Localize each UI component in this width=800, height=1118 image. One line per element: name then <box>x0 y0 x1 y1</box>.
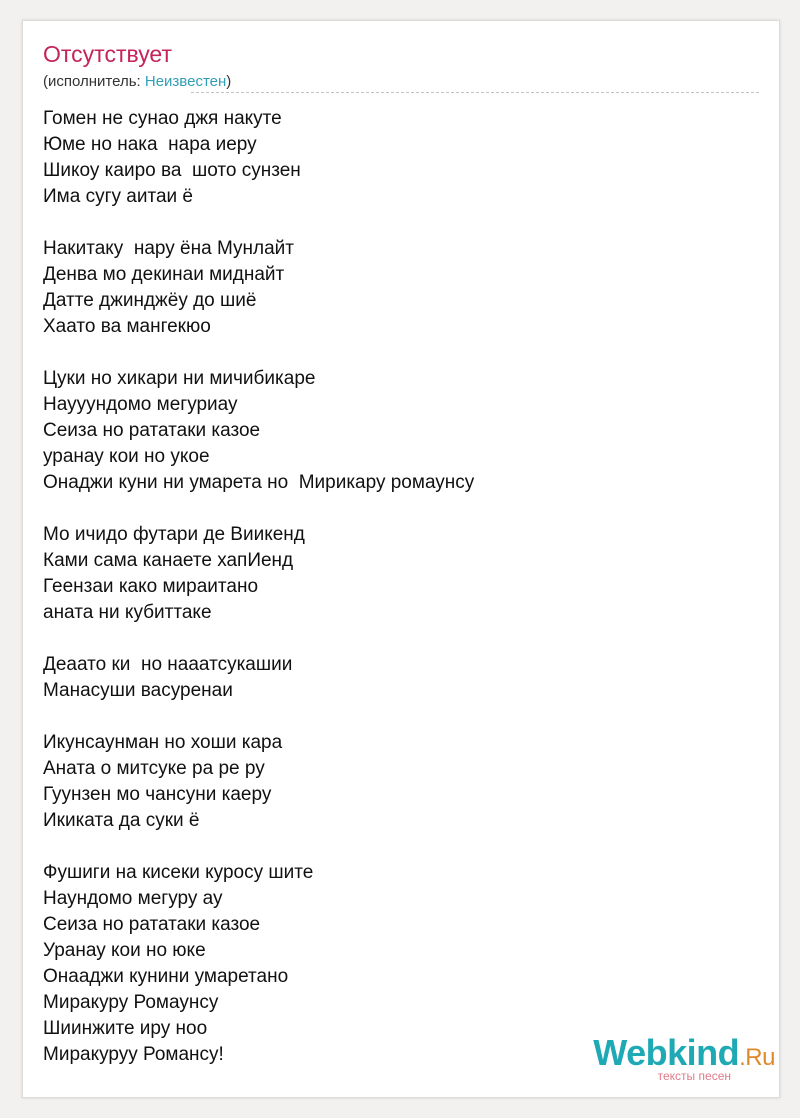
logo-tld: .Ru <box>739 1044 775 1071</box>
lyrics-page <box>22 20 780 1098</box>
lyric-line: Икиката да суки ё <box>43 810 200 831</box>
lyric-line: Сеиза но рататаки казое <box>43 420 261 441</box>
lyric-line: Уранау кои но юке <box>43 940 206 961</box>
lyric-line: Аната о митсуке ра ре ру <box>43 758 265 779</box>
lyric-line: Наундомо мегуру ау <box>43 888 223 909</box>
lyrics-text <box>43 106 474 1068</box>
lyric-line: аната ни кубиттаке <box>43 602 212 623</box>
lyric-line: Онаджи куни ни умарета но Мирикару ромаунсу <box>43 472 475 493</box>
lyric-line: Цуки но хикари ни мичибикаре <box>43 368 316 389</box>
lyric-line: уранау кои но укое <box>43 446 210 467</box>
stanza-break <box>43 210 474 236</box>
lyric-line: Миракуруу Романсу! <box>43 1044 224 1065</box>
logo-wordmark <box>593 1032 775 1073</box>
lyric-line: Мо ичидо футари де Виикенд <box>43 524 305 545</box>
lyric-line: Геензаи како мираитано <box>43 576 259 597</box>
lyric-line: Онааджи кунини умаретано <box>43 966 289 987</box>
lyric-line: Миракуру Ромаунсу <box>43 992 219 1013</box>
stanza-break <box>43 834 474 860</box>
lyric-line: Фушиги на кисеки куросу шите <box>43 862 314 883</box>
logo-name: Webkind <box>593 1032 740 1073</box>
lyric-line: Шиинжите иру ноо <box>43 1018 208 1039</box>
lyric-line: Деаато ки но нааатсукашии <box>43 654 293 675</box>
artist-link[interactable]: Неизвестен <box>144 73 227 90</box>
logo-tagline: тексты песен <box>657 1069 731 1083</box>
song-title: Отсутствует <box>43 41 172 67</box>
lyric-line: Ками сама канаете хапИенд <box>43 550 294 571</box>
lyric-line: Сеиза но рататаки казое <box>43 914 261 935</box>
lyric-line: Шикоу каиро ва шото сунзен <box>43 160 301 181</box>
stanza-break <box>43 496 474 522</box>
site-logo[interactable] <box>593 1032 775 1083</box>
lyric-line: Накитаку нару ёна Мунлайт <box>43 238 294 259</box>
lyric-line: Гомен не сунао джя накуте <box>43 108 282 129</box>
header-divider <box>191 92 759 93</box>
byline-prefix: (исполнитель: <box>43 73 145 90</box>
lyric-line: Юме но нака нара иеру <box>43 134 257 155</box>
lyric-line: Хаато ва мангекюо <box>43 316 211 337</box>
stanza-break <box>43 704 474 730</box>
lyric-line: Датте джинджёу до шиё <box>43 290 257 311</box>
lyric-line: Гуунзен мо чансуни каеру <box>43 784 272 805</box>
lyric-line: Манасуши васуренаи <box>43 680 233 701</box>
lyric-line: Денва мо декинаи миднайт <box>43 264 285 285</box>
byline-suffix: ) <box>226 73 232 90</box>
lyric-line: Има сугу аитаи ё <box>43 186 193 207</box>
lyric-line: Наууундомо мегуриау <box>43 394 238 415</box>
lyric-line: Икунсаунман но хоши кара <box>43 732 283 753</box>
artist-byline <box>43 74 231 89</box>
stanza-break <box>43 626 474 652</box>
stanza-break <box>43 340 474 366</box>
